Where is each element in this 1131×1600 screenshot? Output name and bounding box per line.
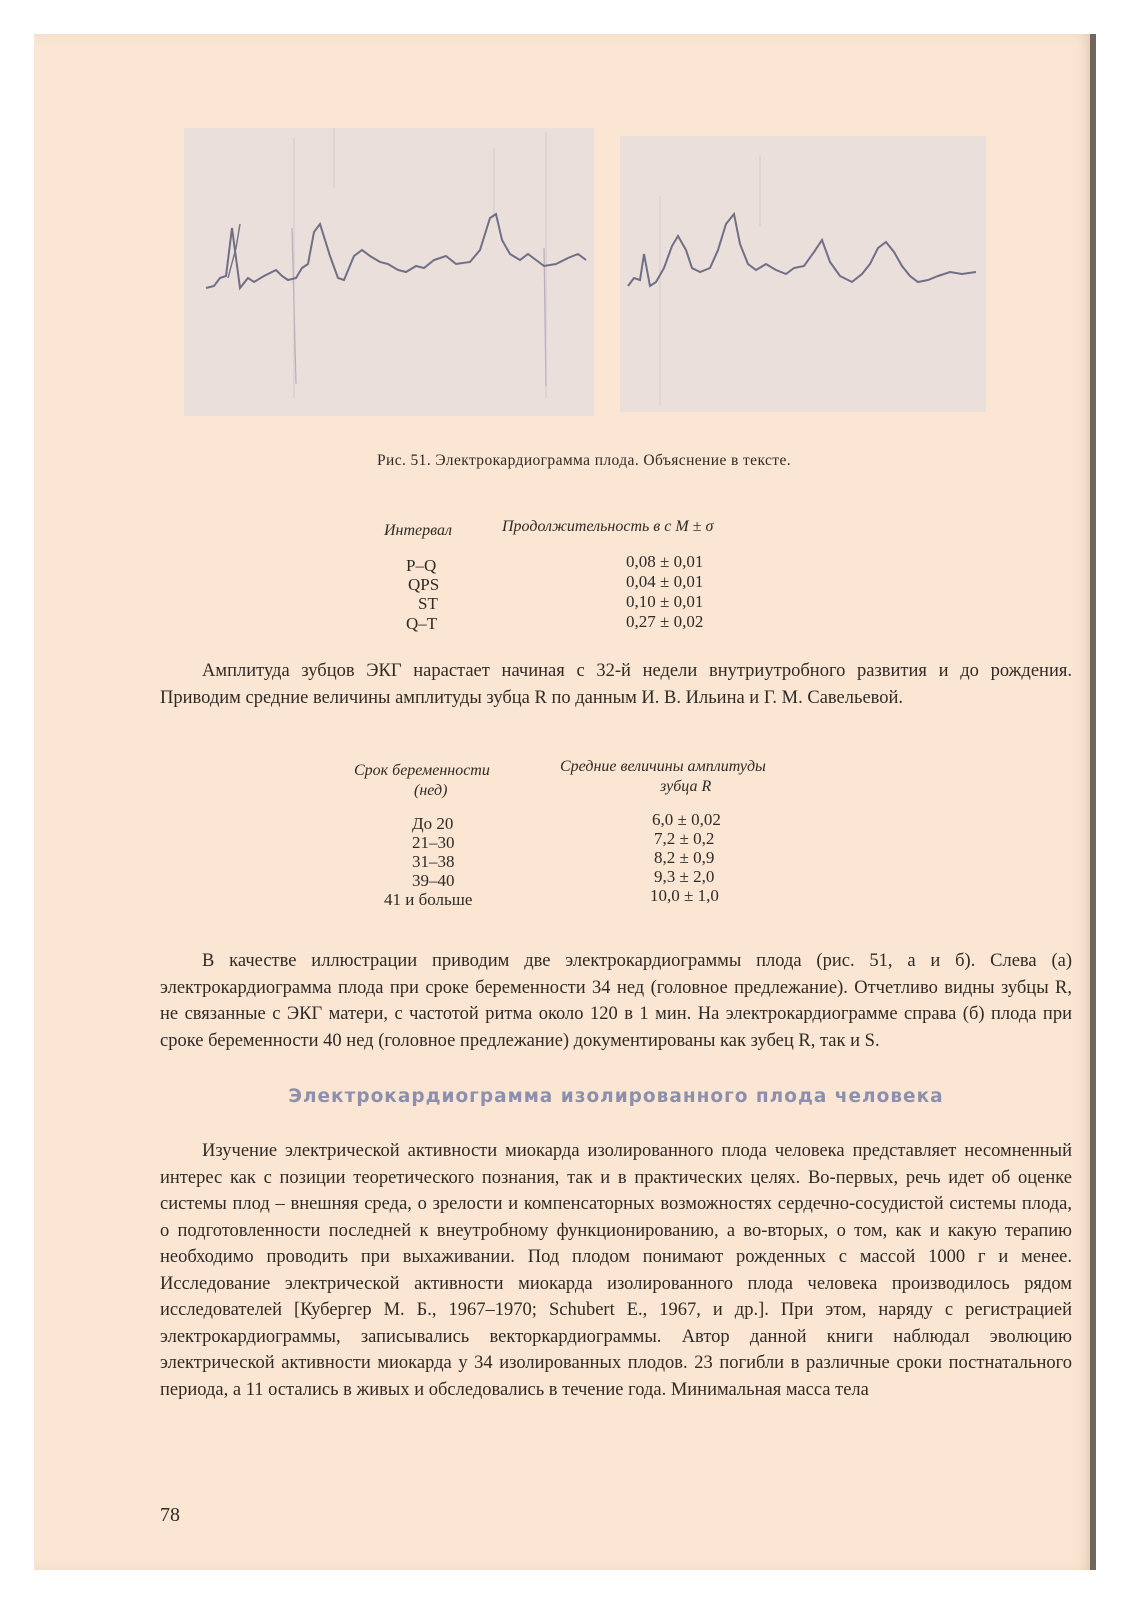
page-number: 78	[160, 1504, 180, 1526]
table-row-duration: 0,08 ± 0,01	[626, 552, 704, 571]
table-row-value: 8,2 ± 0,9	[654, 848, 715, 867]
ecg-panel-a	[184, 128, 594, 416]
paragraph-isolated-fetus	[160, 1138, 1072, 1403]
paragraph-amplitude-text: Амплитуда зубцов ЭКГ нарастает начиная с 32-й недели внутриутробного развития и до рождения. Приводим средние величины амплитуды зубца R по данным И. В. Ильина и Г. М. Савельевой.	[160, 661, 1072, 708]
table-row-term: 21–30	[412, 833, 455, 852]
page-edge-shadow	[1090, 34, 1096, 1570]
table-row-term: 39–40	[412, 871, 455, 890]
table-row-interval: ST	[418, 594, 438, 613]
paragraph-illustration-text: В качестве иллюстрации приводим две электрокардиограммы плода (рис. 51, а и б). Слева (а) электрокардиограмма плода при сроке беременности 34 нед (головное предлежание). Отчетливо видны зубцы R, не связанные с ЭКГ матери, с частотой ритма около 120 в 1 мин. На электрокардиограмме справа (б) плода при сроке беременности 40 нед (головное предлежание) документированы как зубец R, так и S.	[160, 951, 1072, 1051]
table-row-value: 9,3 ± 2,0	[654, 867, 715, 886]
table-row-interval: Q–T	[406, 614, 438, 633]
table-row-duration: 0,04 ± 0,01	[626, 572, 704, 591]
table-row-value: 10,0 ± 1,0	[650, 886, 719, 905]
column-header-term: Срок беременности	[354, 762, 490, 779]
amplitude-table	[354, 758, 854, 942]
table-row-term: До 20	[412, 814, 454, 833]
table-row-duration: 0,27 ± 0,02	[626, 612, 704, 631]
paragraph-isolated-fetus-text: Изучение электрической активности миокарда изолированного плода человека представляет несомненный интерес как с позиции теоретического познания, так и в практических целях. Во-первых, речь идет об оценке системы плод – внешняя среда, о зрелости и компенсаторных возможностях сердечно-сосудистой системы плода, о подготовленности последней к внеутробному функционированию, а во-вторых, о том, как и какую терапию необходимо проводить при выхаживании. Под плодом понимают рожденных с массой 1000 г и менее. Исследование электрической активности миокарда изолированного плода человека производилось рядом исследователей [Кубергер М. Б., 1967–1970; Schubert E., 1967, и др.]. При этом, наряду с регистрацией электрокардиограммы, записывались векторкардиограммы. Автор данной книги наблюдал эволюцию электрической активности миокарда у 34 изолированных плодов. 23 погибли в различные сроки постнатального периода, а 11 остались в живых и обследовались в течение года. Минимальная масса тела	[160, 1141, 1072, 1400]
column-header-duration: Продолжительность в с M ± σ	[502, 518, 714, 535]
figure-caption: Рис. 51. Электрокардиограмма плода. Объяснение в тексте.	[376, 452, 792, 469]
paragraph-amplitude	[160, 658, 1072, 711]
ecg-trace-a	[184, 128, 594, 416]
column-header-amplitude: Средние величины амплитуды	[560, 758, 766, 775]
column-header-amplitude-wave: зубца R	[660, 778, 712, 795]
column-header-term-unit: (нед)	[414, 782, 448, 799]
ecg-panel-b	[620, 136, 986, 412]
table-row-term: 41 и больше	[384, 890, 473, 909]
intervals-table	[384, 518, 834, 642]
column-header-interval: Интервал	[384, 522, 452, 539]
table-row-interval: QPS	[408, 575, 440, 594]
table-row-value: 6,0 ± 0,02	[652, 810, 721, 829]
paragraph-illustration	[160, 948, 1072, 1054]
book-page	[34, 34, 1096, 1570]
table-row-duration: 0,10 ± 0,01	[626, 592, 704, 611]
table-row-value: 7,2 ± 0,2	[654, 829, 715, 848]
table-row-interval: P–Q	[406, 556, 437, 575]
ecg-trace-b	[620, 136, 986, 412]
section-heading: Электрокардиограмма изолированного плода человека	[288, 1086, 944, 1107]
table-row-term: 31–38	[412, 852, 455, 871]
